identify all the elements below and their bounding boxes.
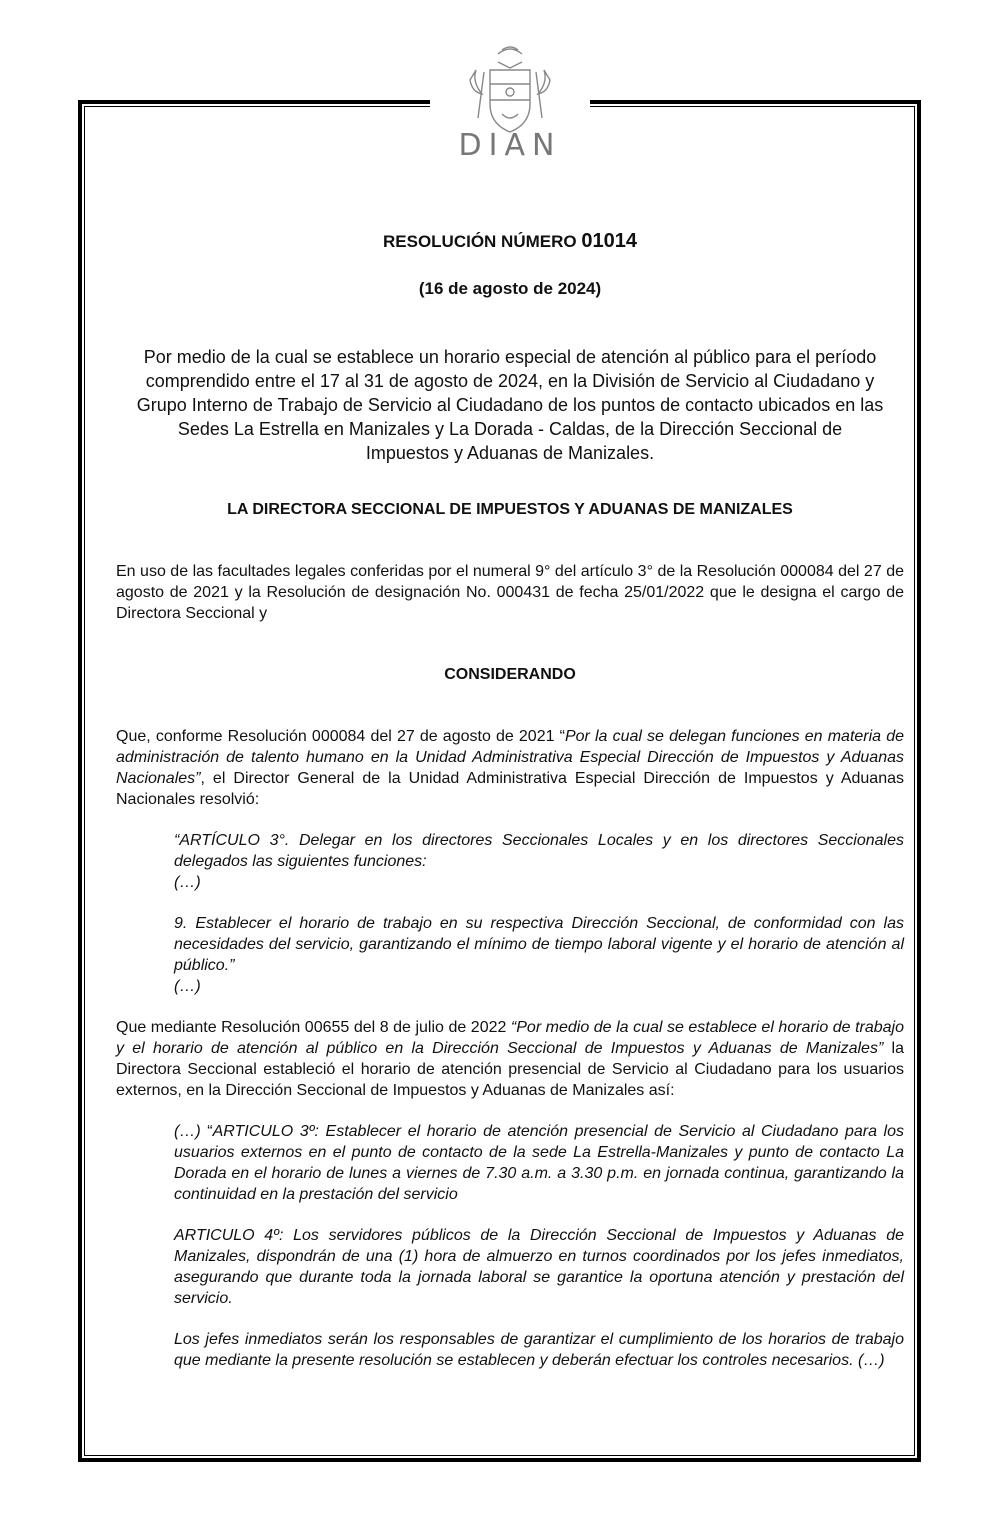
- intro-paragraph: En uso de las facultades legales conferidas por el numeral 9° del artículo 3° de la Resolución 000084 del 27 de agosto de 2021 y la Resolución de designación No. 000431 de fecha 25/01/2022 que le designa el cargo de Directora Seccional y: [116, 563, 904, 622]
- resolution-title: [116, 230, 904, 253]
- dian-logo-text: DIAN: [458, 128, 562, 163]
- quote-article-3-hours: [174, 1121, 904, 1205]
- quote-article-3: [174, 830, 904, 893]
- quote-ellipsis: (…): [174, 978, 201, 995]
- quote-item-9: [174, 913, 904, 997]
- document-body: [116, 230, 904, 1371]
- resolution-number: 01014: [581, 230, 637, 252]
- title-prefix: RESOLUCIÓN NÚMERO: [383, 232, 577, 251]
- q3-text-c: ARTICULO 3º: Establecer el horario de atención presencial de Servicio al Ciudadano para los usuarios externos en el punto de contacto de la sede La Estrella-Manizales y punto de contacto La Dorada en el horario de lunes a viernes de 7.30 a.m. a 3.30 p.m. en jornada continua, garantizando la continuidad en la prestación del servicio: [174, 1123, 905, 1203]
- quote-article-4: [174, 1225, 904, 1309]
- q3-text-b: “: [207, 1123, 213, 1140]
- resolution-date: (16 de agosto de 2024): [418, 279, 602, 298]
- quote-responsibility-text: Los jefes inmediatos serán los responsables de garantizar el cumplimiento de los horarios de trabajo que mediante la presente resolución se establecen y deberán efectuar los controles necesarios. (…): [174, 1331, 904, 1369]
- p1-text-a: Que, conforme Resolución 000084 del 27 de agosto de 2021 “: [116, 728, 565, 745]
- director-heading: LA DIRECTORA SECCIONAL DE IMPUESTOS Y ADUANAS DE MANIZALES: [227, 501, 793, 518]
- p2-text-b: la Directora Seccional estableció el horario de atención presencial de Servicio al Ciudadano para los usuarios externos, en la Dirección Seccional de Impuestos y Aduanas de Manizales así:: [116, 1040, 904, 1099]
- quote-article-4-text: ARTICULO 4º: Los servidores públicos de la Dirección Seccional de Impuestos y Aduanas de Manizales, dispondrán de una (1) hora de almuerzo en turnos coordinados por los jefes inmediatos, asegurando que durante toda la jornada laboral se garantice la oportuna atención y prestación del servicio.: [174, 1227, 904, 1307]
- quote-item-9-text: 9. Establecer el horario de trabajo en su respectiva Dirección Seccional, de conformidad con las necesidades del servicio, garantizando el mínimo de tiempo laboral vigente y el horario de atención al público.”: [174, 915, 904, 974]
- p2-text-italic: “Por medio de la cual se establece el horario de trabajo y el horario de atención al público en la Dirección Seccional de Impuestos y Aduanas de Manizales”: [116, 1019, 905, 1057]
- considering-paragraph-2: [116, 1017, 904, 1101]
- q3-text-a: (…): [174, 1123, 208, 1140]
- considering-paragraph-1: [116, 726, 904, 810]
- quote-responsibility: [174, 1329, 904, 1371]
- p2-text-a: Que mediante Resolución 00655 del 8 de julio de 2022: [116, 1019, 511, 1036]
- considerando-heading: CONSIDERANDO: [444, 666, 576, 683]
- quote-article-3-text: “ARTÍCULO 3°. Delegar en los directores Seccionales Locales y en los directores Seccionales delegados las siguientes funciones:: [174, 832, 904, 870]
- p1-text-italic: Por la cual se delegan funciones en materia de administración de talento humano en la Unidad Administrativa Especial Dirección de Impuestos y Aduanas Nacionales”: [116, 728, 904, 787]
- quote-ellipsis: (…): [174, 874, 201, 891]
- p1-text-b: , el Director General de la Unidad Administrativa Especial Dirección de Impuestos y Aduanas Nacionales resolvió:: [116, 770, 904, 808]
- resolution-summary: Por medio de la cual se establece un horario especial de atención al público para el período comprendido entre el 17 al 31 de agosto de 2024, en la División de Servicio al Ciudadano y Grupo Interno de Trabajo de Servicio al Ciudadano de los puntos de contacto ubicados en las Sedes La Estrella en Manizales y La Dorada - Caldas, de la Dirección Seccional de Impuestos y Aduanas de Manizales.: [136, 347, 884, 463]
- quote-article-3-hours-text: [174, 1121, 904, 1205]
